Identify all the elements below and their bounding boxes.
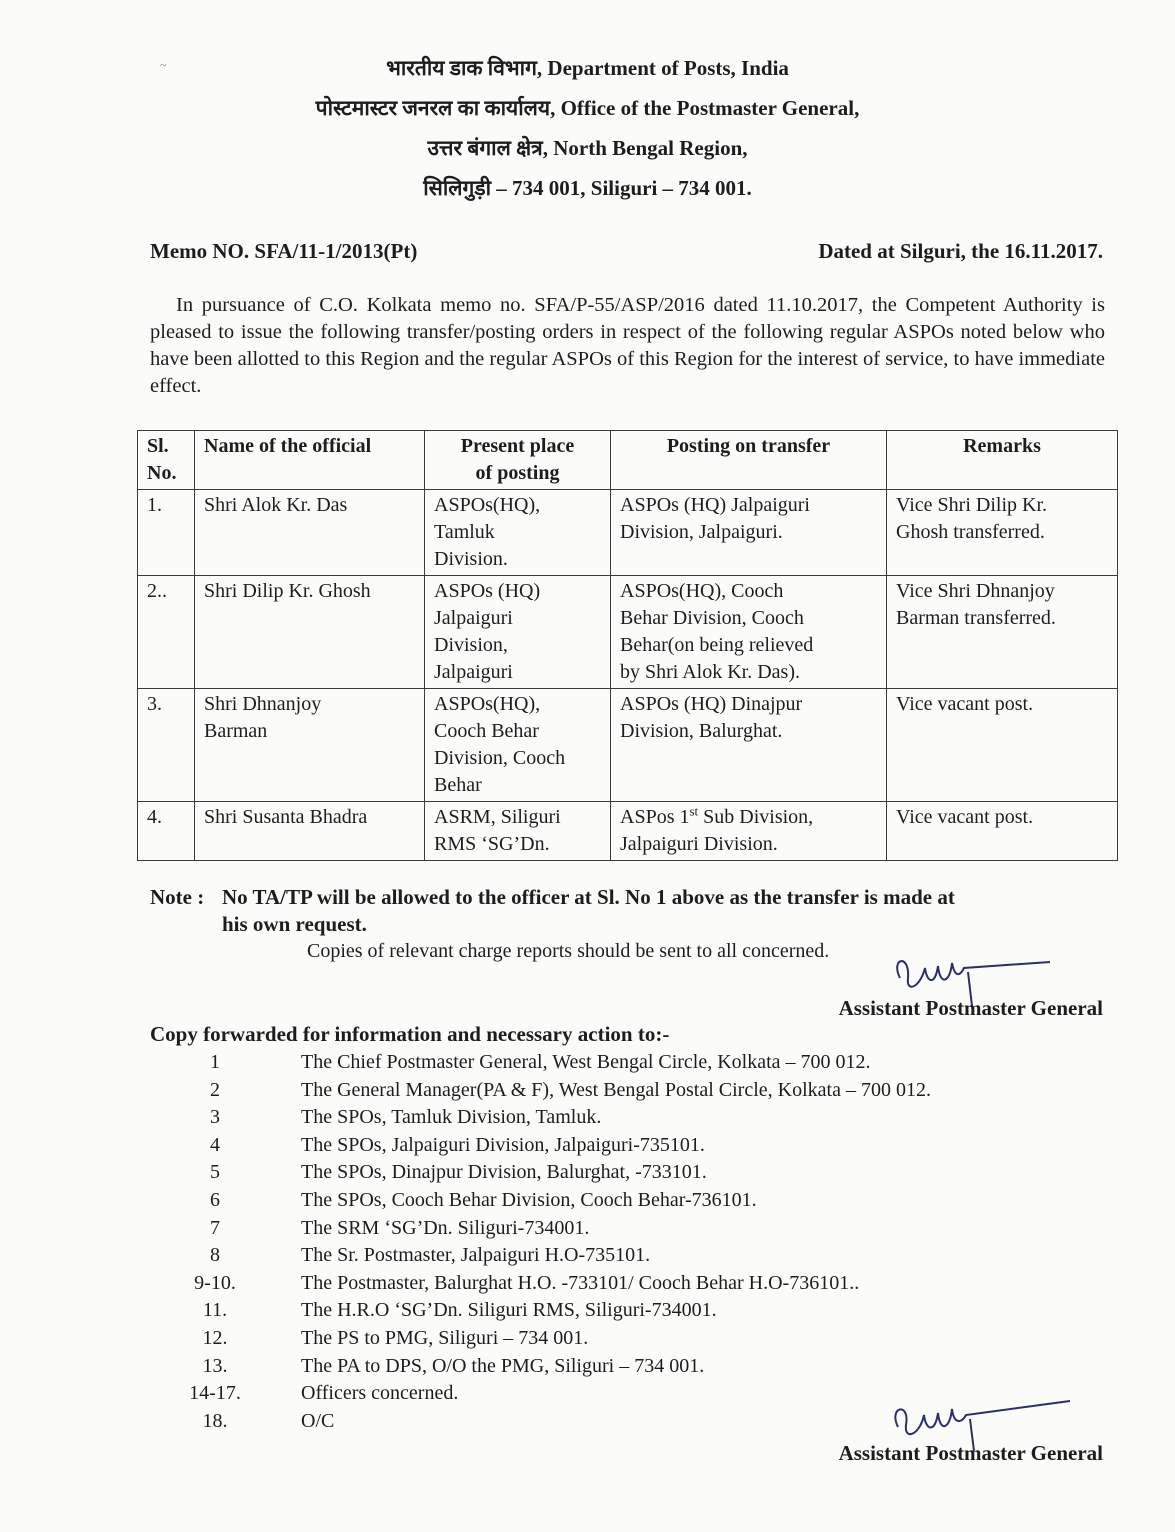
header-posting: Posting on transfer — [611, 431, 887, 490]
copy-forwarded-title: Copy forwarded for information and necessary action to:- — [150, 1022, 670, 1046]
signatory-title-1: Assistant Postmaster General — [838, 996, 1103, 1020]
cell-remarks: Vice Shri Dilip Kr. Ghosh transferred. — [887, 490, 1118, 576]
table-header-row — [138, 431, 1118, 490]
header-sl-no: Sl. No. — [138, 431, 195, 490]
cell-remarks: Vice Shri Dhnanjoy Barman transferred. — [887, 576, 1118, 689]
table-row — [138, 576, 1118, 689]
list-item: 9-10. The Postmaster, Balurghat H.O. -733101/ Cooch Behar H.O-736101.. — [194, 1271, 860, 1294]
cell-sl: 3. — [138, 689, 195, 802]
cell-name: Shri Alok Kr. Das — [195, 490, 425, 576]
memo-date: Dated at Silguri, the 16.11.2017. — [818, 239, 1103, 263]
list-item: 4 The SPOs, Jalpaiguri Division, Jalpaiguri-735101. — [210, 1133, 705, 1156]
table-row — [138, 689, 1118, 802]
list-item: 5 The SPOs, Dinajpur Division, Balurghat, -733101. — [210, 1161, 707, 1184]
list-item: 8 The Sr. Postmaster, Jalpaiguri H.O-735101. — [210, 1244, 651, 1267]
table-row — [138, 802, 1118, 861]
note-line-1: No TA/TP will be allowed to the officer at Sl. No 1 above as the transfer is made at — [222, 885, 955, 909]
cell-sl: 2.. — [138, 576, 195, 689]
cell-remarks: Vice vacant post. — [887, 689, 1118, 802]
cell-posting: ASPOs(HQ), Cooch Behar Division, Cooch Behar(on being relieved by Shri Alok Kr. Das). — [611, 576, 887, 689]
transfer-orders-table — [137, 430, 1118, 861]
cell-name: Shri Dhnanjoy Barman — [195, 689, 425, 802]
cell-remarks: Vice vacant post. — [887, 802, 1118, 861]
cell-sl: 1. — [138, 490, 195, 576]
signatory-title-2: Assistant Postmaster General — [838, 1441, 1103, 1465]
list-item: 12. The PS to PMG, Siliguri – 734 001. — [202, 1326, 589, 1349]
list-item: 2 The General Manager(PA & F), West Bengal Postal Circle, Kolkata – 700 012. — [210, 1078, 931, 1101]
cell-present: ASPOs (HQ) Jalpaiguri Division, Jalpaiguri — [425, 576, 611, 689]
intro-paragraph: In pursuance of C.O. Kolkata memo no. SFA/P-55/ASP/2016 dated 11.10.2017, the Competent Authority is pleased to issue the following transfer/posting orders in respect of the following regular ASPOs noted below who have been allotted to this Region and the regular ASPOs of this Region for the interest of service, to have immediate effect. — [150, 294, 1105, 397]
cell-name: Shri Susanta Bhadra — [195, 802, 425, 861]
list-item: 6 The SPOs, Cooch Behar Division, Cooch Behar-736101. — [210, 1188, 757, 1211]
copy-forwarded-list — [180, 1051, 1140, 1437]
header-present-place: Present place of posting — [425, 431, 611, 490]
cell-present: ASPOs(HQ), Tamluk Division. — [425, 490, 611, 576]
cell-posting: ASPOs (HQ) Dinajpur Division, Balurghat. — [611, 689, 887, 802]
list-item: 1 The Chief Postmaster General, West Bengal Circle, Kolkata – 700 012. — [210, 1051, 871, 1073]
cell-sl: 4. — [138, 802, 195, 861]
cell-posting: ASPOs (HQ) Jalpaiguri Division, Jalpaiguri. — [611, 490, 887, 576]
note-block — [150, 884, 1110, 938]
scan-speck: ~ — [160, 58, 167, 72]
list-item: 7 The SRM ‘SG’Dn. Siliguri-734001. — [210, 1216, 590, 1239]
note-label: Note : — [150, 885, 205, 909]
list-item: 11. The H.R.O ‘SG’Dn. Siliguri RMS, Siliguri-734001. — [202, 1299, 717, 1322]
cell-present: ASPOs(HQ), Cooch Behar Division, Cooch Behar — [425, 689, 611, 802]
list-item: 13. The PA to DPS, O/O the PMG, Siliguri – 734 001. — [202, 1354, 705, 1377]
header-line-1: भारतीय डाक विभाग, Department of Posts, India — [386, 56, 789, 80]
header-line-3: उत्तर बंगाल क्षेत्र, North Bengal Region, — [427, 136, 748, 160]
header-remarks: Remarks — [887, 431, 1118, 490]
cell-name: Shri Dilip Kr. Ghosh — [195, 576, 425, 689]
table-row — [138, 490, 1118, 576]
header-name: Name of the official — [195, 431, 425, 490]
memo-number: Memo NO. SFA/11-1/2013(Pt) — [150, 239, 418, 263]
list-item: 14-17. Officers concerned. — [189, 1382, 459, 1405]
cell-posting: ASPos 1st Sub Division, Jalpaiguri Division. — [611, 802, 887, 861]
note-line-2: his own request. — [222, 912, 367, 936]
header-line-4: सिलिगुड़ी – 734 001, Siliguri – 734 001. — [423, 176, 752, 200]
header-line-2: पोस्टमास्टर जनरल का कार्यालय, Office of the Postmaster General, — [315, 96, 860, 120]
copies-instruction: Copies of relevant charge reports should be sent to all concerned. — [307, 940, 830, 962]
list-item: 18. O/C — [202, 1409, 335, 1432]
list-item: 3 The SPOs, Tamluk Division, Tamluk. — [210, 1106, 602, 1129]
cell-present: ASRM, Siliguri RMS ‘SG’Dn. — [425, 802, 611, 861]
